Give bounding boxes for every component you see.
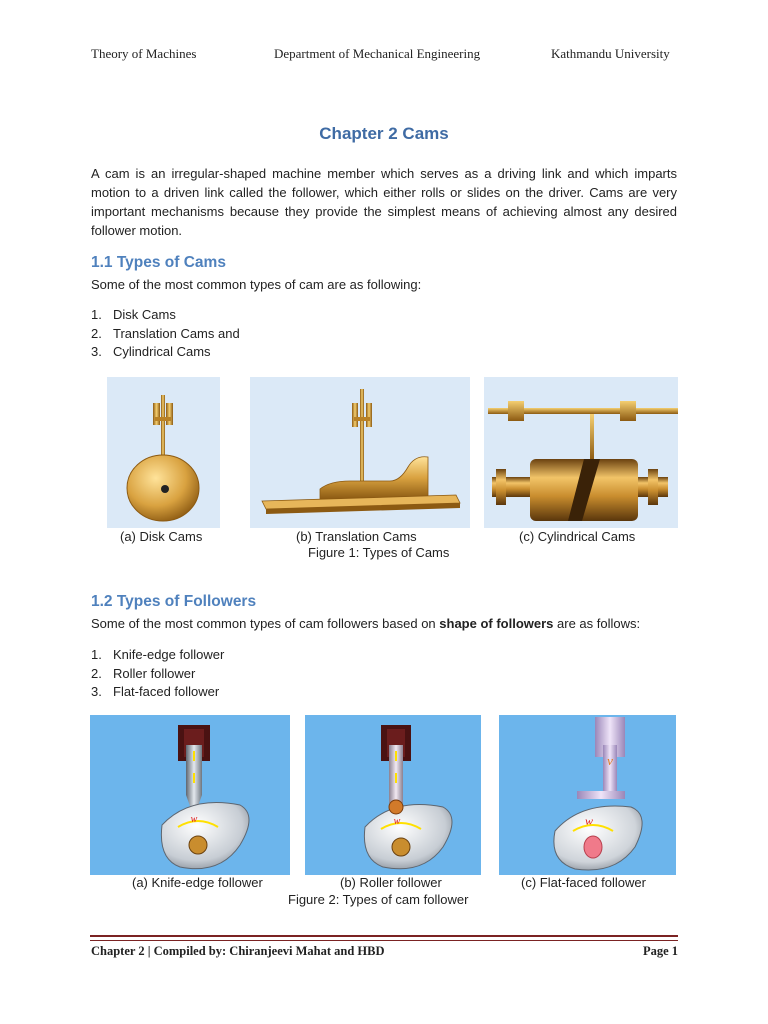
caption-knife-edge-follower: (a) Knife-edge follower xyxy=(132,875,263,890)
chapter-title: Chapter 2 Cams xyxy=(319,124,449,143)
caption-cylindrical-cams: (c) Cylindrical Cams xyxy=(519,529,636,544)
velocity-label: v xyxy=(607,753,613,768)
intro-paragraph: A cam is an irregular-shaped machine member which serves as a driving link and which imparts motion to a driven link called the follower, which either rolls or slides on the driver. Cams are very important mechanisms because they provide the simplest means of achieving almost any desired follower motion. xyxy=(91,166,677,238)
list-item: 1. Disk Cams xyxy=(91,307,176,322)
caption-roller-follower: (b) Roller follower xyxy=(340,875,442,890)
cylindrical-cam-image xyxy=(484,377,678,528)
footer-rule xyxy=(90,935,678,937)
disk-cam-image xyxy=(107,377,220,528)
header-left: Theory of Machines xyxy=(91,46,197,61)
caption-translation-cams: (b) Translation Cams xyxy=(296,529,417,544)
list-item: 3. Flat-faced follower xyxy=(91,684,220,699)
emphasis-shape-of-followers: shape of followers xyxy=(439,616,554,631)
figure2-caption: Figure 2: Types of cam follower xyxy=(288,892,469,907)
follower-types-list xyxy=(91,646,224,702)
header-right: Kathmandu University xyxy=(551,46,670,61)
section2-lead: Some of the most common types of cam followers based on shape of followers are as follows: xyxy=(91,616,641,631)
footer-left: Chapter 2 | Compiled by: Chiranjeevi Mahat and HBD xyxy=(91,944,385,958)
angular-velocity-label: w xyxy=(584,814,594,828)
footer-rule-thin xyxy=(90,940,678,941)
list-item: 2. Translation Cams and xyxy=(91,325,240,341)
section-heading-types-of-cams: 1.1 Types of Cams xyxy=(91,254,226,271)
figure1-caption: Figure 1: Types of Cams xyxy=(308,545,450,560)
footer-page-number: Page 1 xyxy=(642,944,678,958)
angular-velocity-label: w xyxy=(393,816,401,827)
caption-flat-faced-follower: (c) Flat-faced follower xyxy=(521,875,646,890)
flat-faced-follower-image xyxy=(499,715,676,875)
section1-lead: Some of the most common types of cam are as following: xyxy=(91,277,422,292)
caption-disk-cams: (a) Disk Cams xyxy=(120,529,203,544)
list-item: 2. Roller follower xyxy=(91,665,196,681)
list-item: 1. Knife-edge follower xyxy=(91,647,225,662)
section-heading-types-of-followers: 1.2 Types of Followers xyxy=(91,593,257,610)
header-center: Department of Mechanical Engineering xyxy=(274,46,481,61)
angular-velocity-label: w xyxy=(190,814,198,825)
cam-types-list xyxy=(91,306,240,362)
list-item: 3. Cylindrical Cams xyxy=(91,344,211,359)
knife-edge-follower-image xyxy=(90,715,290,875)
translation-cam-image xyxy=(250,377,470,528)
roller-follower-image xyxy=(305,715,481,875)
